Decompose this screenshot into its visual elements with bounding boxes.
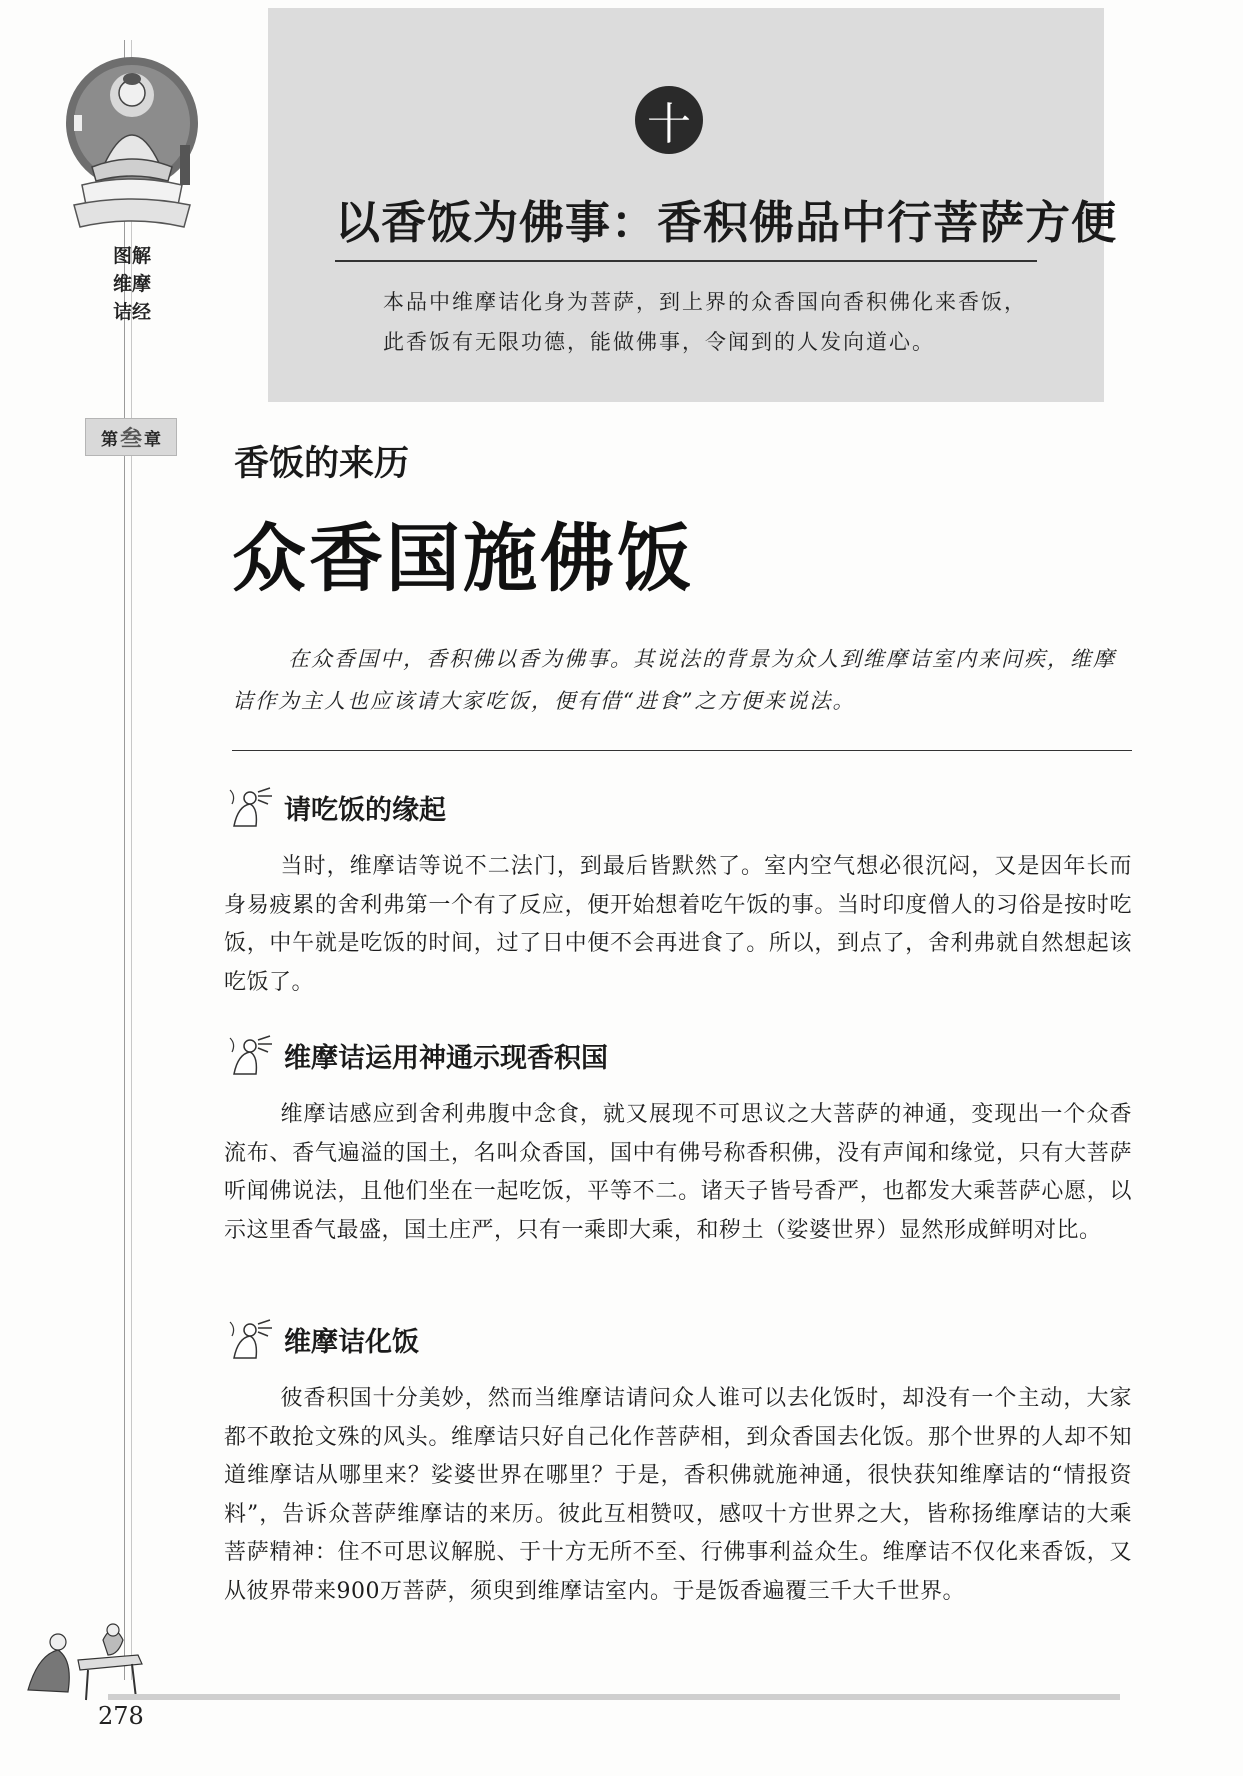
buddha-illustration-icon	[52, 55, 212, 230]
chapter-intro	[335, 282, 1035, 362]
chapter-title: 以香饭为佛事：香积佛品中行菩萨方便	[335, 196, 1118, 249]
section-number-badge: 十	[635, 86, 703, 154]
block-heading-3-text: 维摩诘化饭	[284, 1326, 419, 1358]
section-lead-text: 在众香国中，香积佛以香为佛事。其说法的背景为众人到维摩诘室内来问疾，维摩诘作为主人也应该请大家吃饭，便有借“进食”之方便来说法。	[232, 647, 1116, 713]
block-heading-2-text: 维摩诘运用神通示现香积国	[284, 1042, 608, 1074]
sage-bullet-icon	[228, 1318, 274, 1360]
chapter-number: 叁	[119, 426, 142, 452]
block-paragraph-3-text: 彼香积国十分美妙，然而当维摩诘请问众人谁可以去化饭时，却没有一个主动，大家都不敢抢文殊的风头。维摩诘只好自己化作菩萨相，到众香国去化饭。那个世界的人却不知道维摩诘从哪里来？娑婆世界在哪里？于是，香积佛就施神通，很快获知维摩诘的“情报资料”，告诉众菩萨维摩诘的来历。彼此互相赞叹，感叹十方世界之大，皆称扬维摩诘的大乘菩萨精神：住不可思议解脱、于十方无所不至、行佛事利益众生。维摩诘不仅化来香饭，又从彼界带来900万菩萨，须臾到维摩诘室内。于是饭香遍覆三千大千世界。	[224, 1386, 1132, 1604]
chapter-intro-text: 本品中维摩诘化身为菩萨，到上界的众香国向香积佛化来香饭，此香饭有无限功德，能做佛事，令闻到的人发向道心。	[383, 290, 1027, 354]
section-lead	[232, 638, 1132, 722]
block-heading-1	[228, 786, 446, 828]
sage-bullet-icon	[228, 786, 274, 828]
chapter-suffix: 章	[144, 429, 161, 450]
footer-rule	[108, 1694, 1120, 1700]
block-heading-1-text: 请吃饭的缘起	[284, 794, 446, 826]
block-paragraph-1	[224, 848, 1132, 1002]
section-title: 众香国施佛饭	[232, 516, 694, 602]
lead-divider	[232, 750, 1132, 751]
chapter-prefix: 第	[100, 429, 118, 450]
section-subtitle: 香饭的来历	[234, 444, 410, 484]
block-paragraph-2	[224, 1096, 1132, 1250]
block-paragraph-1-text: 当时，维摩诘等说不二法门，到最后皆默然了。室内空气想必很沉闷，又是因年长而身易疲累的舍利弗第一个有了反应，便开始想着吃午饭的事。当时印度僧人的习俗是按时吃饭，中午就是吃饭的时间，过了日中便不会再进食了。所以，到点了，舍利弗就自然想起该吃饭了。	[224, 854, 1132, 995]
block-paragraph-2-text: 维摩诘感应到舍利弗腹中念食，就又展现不可思议之大菩萨的神通，变现出一个众香流布、香气遍溢的国土，名叫众香国，国中有佛号称香积佛，没有声闻和缘觉，只有大菩萨听闻佛说法，且他们坐在一起吃饭，平等不二。诸天子皆号香严，也都发大乘菩萨心愿，以示这里香气最盛，国土庄严，只有一乘即大乘，和秽土（娑婆世界）显然形成鲜明对比。	[224, 1102, 1132, 1243]
block-heading-3	[228, 1318, 419, 1360]
chapter-tab	[85, 418, 177, 456]
sage-bullet-icon	[228, 1034, 274, 1076]
page-number: 278	[98, 1702, 144, 1730]
book-title: 图解维摩诘经	[112, 245, 151, 323]
scholar-illustration-icon	[18, 1600, 158, 1705]
block-heading-2	[228, 1034, 608, 1076]
title-divider	[335, 260, 1037, 262]
block-paragraph-3	[224, 1380, 1132, 1611]
